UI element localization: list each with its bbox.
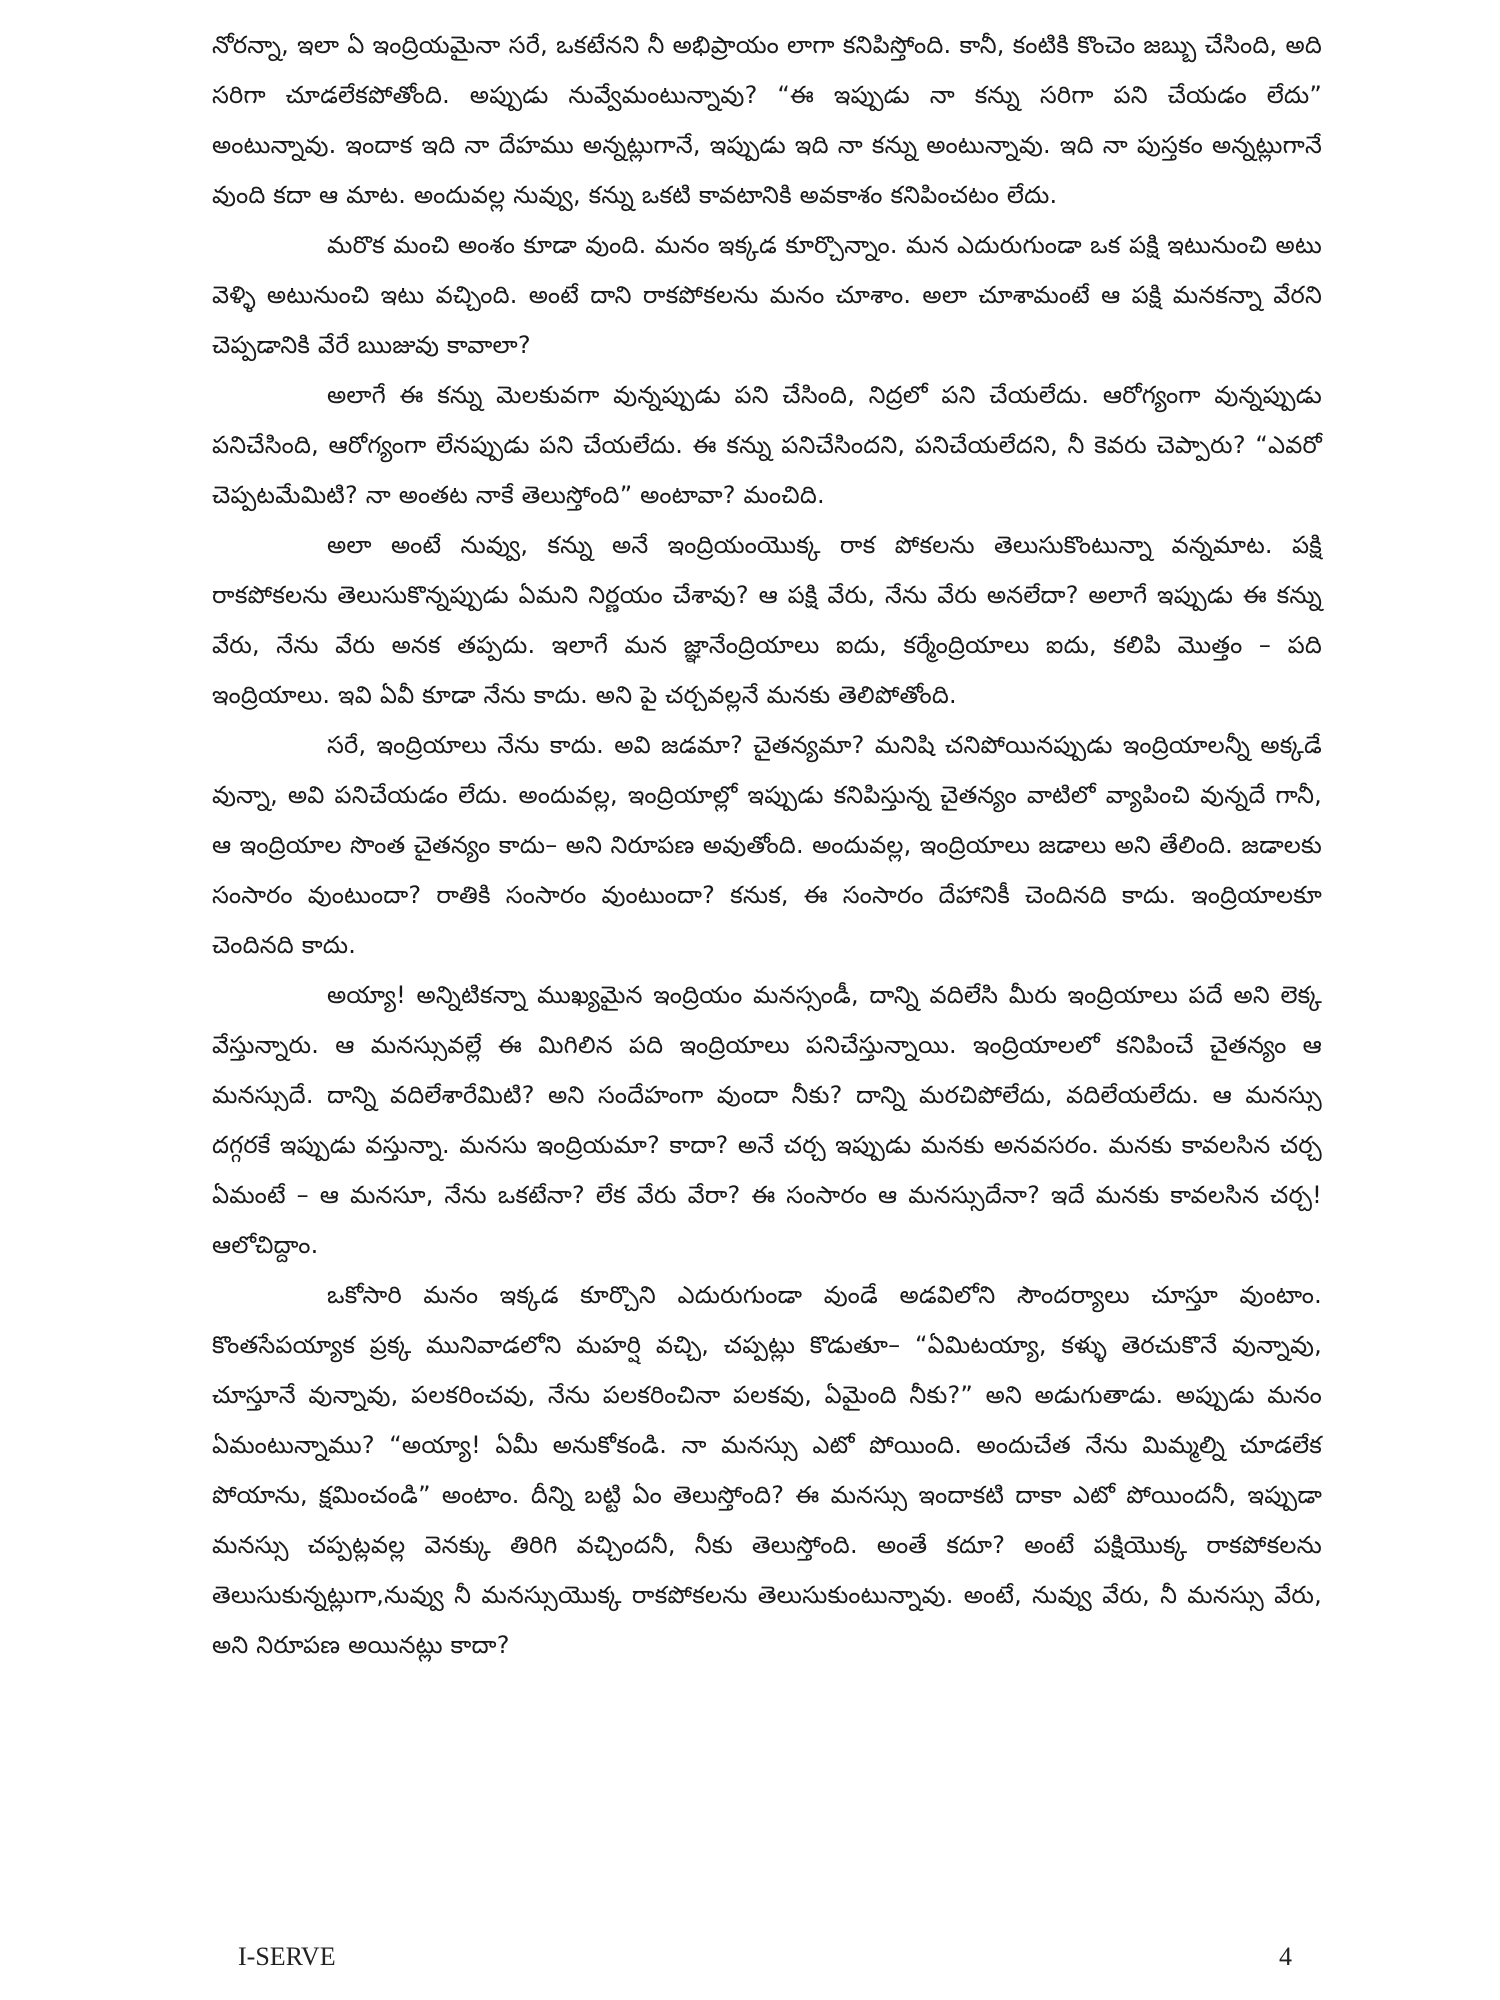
paragraph-6: అయ్యా! అన్నిటికన్నా ముఖ్యమైన ఇంద్రియం మనస్సండీ, దాన్ని వదిలేసి మీరు ఇంద్రియాలు పదే అని లెక్క వేస్తున్నారు. ఆ మనస్సువల్లే ఈ మిగిలిన పది ఇంద్రియాలు పనిచేస్తున్నాయి. ఇంద్రియాలలో కనిపించే చైతన్యం ఆ మనస్సుదే. దాన్ని వదిలేశారేమిటి? అని సందేహంగా వుందా నీకు? దాన్ని మరచిపోలేదు, వదిలేయలేదు. ఆ మనస్సు దగ్గరకే ఇప్పుడు వస్తున్నా. మనసు ఇంద్రియమా? కాదా? అనే చర్చ ఇప్పుడు మనకు అనవసరం. మనకు కావలసిన చర్చ ఏమంటే – ఆ మనసూ, నేను ఒకటేనా? లేక వేరు వేరా? ఈ సంసారం ఆ మనస్సుదేనా? ఇదే మనకు కావలసిన చర్చ! ఆలోచిద్దాం. [212,981,1322,1259]
footer-publisher: I-SERVE [238,1942,336,1971]
paragraph-5: సరే, ఇంద్రియాలు నేను కాదు. అవి జడమా? చైతన్యమా? మనిషి చనిపోయినప్పుడు ఇంద్రియాలన్నీ అక్కడే వున్నా, అవి పనిచేయడం లేదు. అందువల్ల, ఇంద్రియాల్లో ఇప్పుడు కనిపిస్తున్న చైతన్యం వాటిలో వ్యాపించి వున్నదే గానీ, ఆ ఇంద్రియాల సొంత చైతన్యం కాదు– అని నిరూపణ అవుతోంది. అందువల్ల, ఇంద్రియాలు జడాలు అని తేలింది. జడాలకు సంసారం వుంటుందా? రాతికి సంసారం వుంటుందా? కనుక, ఈ సంసారం దేహానికీ చెందినది కాదు. ఇంద్రియాలకూ చెందినది కాదు. [212,731,1322,959]
page-footer [238,1942,1292,1982]
page-number: 4 [1279,1942,1292,1971]
paragraph-3: అలాగే ఈ కన్ను మెలకువగా వున్నప్పుడు పని చేసింది, నిద్రలో పని చేయలేదు. ఆరోగ్యంగా వున్నప్పుడు పనిచేసింది, ఆరోగ్యంగా లేనప్పుడు పని చేయలేదు. ఈ కన్ను పనిచేసిందని, పనిచేయలేదని, నీ కెవరు చెప్పారు? “ఎవరో చెప్పటమేమిటి? నా అంతట నాకే తెలుస్తోంది” అంటావా? మంచిది. [212,381,1322,509]
paragraph-4: అలా అంటే నువ్వు, కన్ను అనే ఇంద్రియంయొక్క రాక పోకలను తెలుసుకొంటున్నా వన్నమాట. పక్షి రాకపోకలను తెలుసుకొన్నప్పుడు ఏమని నిర్ణయం చేశావు? ఆ పక్షి వేరు, నేను వేరు అనలేదా? అలాగే ఇప్పుడు ఈ కన్ను వేరు, నేను వేరు అనక తప్పదు. ఇలాగే మన జ్ఞానేంద్రియాలు ఐదు, కర్మేంద్రియాలు ఐదు, కలిపి మొత్తం – పది ఇంద్రియాలు. ఇవి ఏవీ కూడా నేను కాదు. అని పై చర్చవల్లనే మనకు తెలిపోతోంది. [212,531,1322,709]
paragraph-1: నోరన్నా, ఇలా ఏ ఇంద్రియమైనా సరే, ఒకటేనని నీ అభిప్రాయం లాగా కనిపిస్తోంది. కానీ, కంటికి కొంచెం జబ్బు చేసింది, అది సరిగా చూడలేకపోతోంది. అప్పుడు నువ్వేమంటున్నావు? “ఈ ఇప్పుడు నా కన్ను సరిగా పని చేయడం లేదు” అంటున్నావు. ఇందాక ఇది నా దేహము అన్నట్లుగానే, ఇప్పుడు ఇది నా కన్ను అంటున్నావు. ఇది నా పుస్తకం అన్నట్లుగానే వుంది కదా ఆ మాట. అందువల్ల నువ్వు, కన్ను ఒకటి కావటానికి అవకాశం కనిపించటం లేదు. [212,31,1322,209]
body-text [212,20,1322,1670]
paragraph-7: ఒకోసారి మనం ఇక్కడ కూర్చొని ఎదురుగుండా వుండే అడవిలోని సౌందర్యాలు చూస్తూ వుంటాం. కొంతసేపయ్యాక ప్రక్క మునివాడలోని మహర్షి వచ్చి, చప్పట్లు కొడుతూ– “ఏమిటయ్యా, కళ్ళు తెరచుకొనే వున్నావు, చూస్తూనే వున్నావు, పలకరించవు, నేను పలకరించినా పలకవు, ఏమైంది నీకు?” అని అడుగుతాడు. అప్పుడు మనం ఏమంటున్నాము? “అయ్యా! ఏమీ అనుకోకండి. నా మనస్సు ఎటో పోయింది. అందుచేత నేను మిమ్మల్ని చూడలేక పోయాను, క్షమించండి” అంటాం. దీన్ని బట్టి ఏం తెలుస్తోంది? ఈ మనస్సు ఇందాకటి దాకా ఎటో పోయిందనీ, ఇప్పుడా మనస్సు చప్పట్లవల్ల వెనక్కు తిరిగి వచ్చిందనీ, నీకు తెలుస్తోంది. అంతే కదూ? అంటే పక్షియొక్క రాకపోకలను తెలుసుకున్నట్లుగా,నువ్వు నీ మనస్సుయొక్క రాకపోకలను తెలుసుకుంటున్నావు. అంటే, నువ్వు వేరు, నీ మనస్సు వేరు, అని నిరూపణ అయినట్లు కాదా? [212,1281,1322,1659]
paragraph-2: మరొక మంచి అంశం కూడా వుంది. మనం ఇక్కడ కూర్చొన్నాం. మన ఎదురుగుండా ఒక పక్షి ఇటునుంచి అటు వెళ్ళి అటునుంచి ఇటు వచ్చింది. అంటే దాని రాకపోకలను మనం చూశాం. అలా చూశామంటే ఆ పక్షి మనకన్నా వేరని చెప్పడానికి వేరే ఋజువు కావాలా? [212,231,1322,359]
